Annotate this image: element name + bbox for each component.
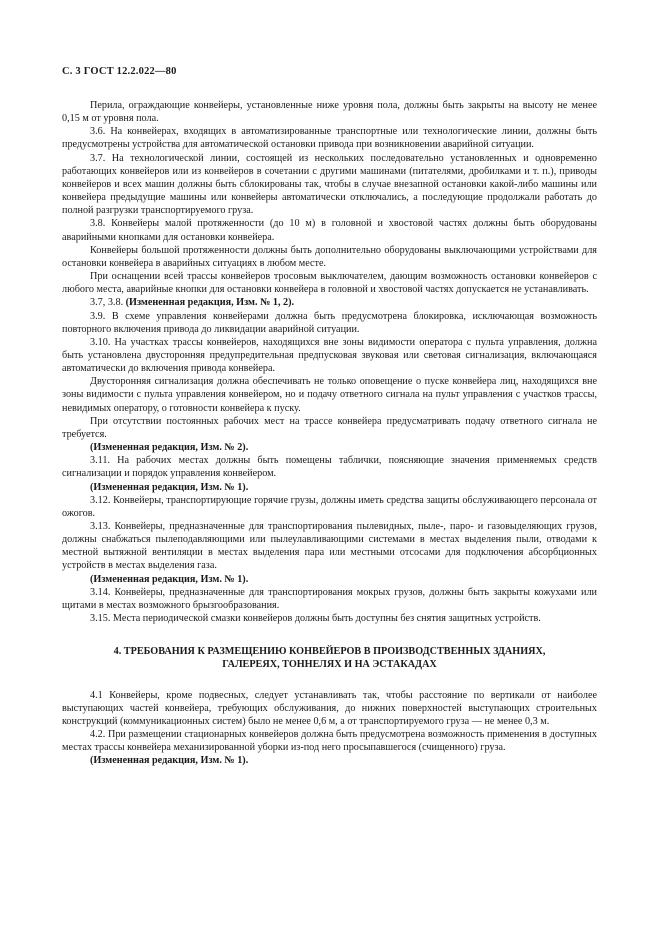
paragraph: 3.12. Конвейеры, транспортирующие горячие грузы, должны иметь средства защиты обслуживающего персонала от ожогов. (62, 494, 597, 519)
paragraph: 3.14. Конвейеры, предназначенные для транспортирования мокрых грузов, должны быть закрыты кожухами или щитами в местах возможного брызгообразования. (62, 586, 597, 611)
section-4-paragraphs (62, 689, 597, 768)
paragraph: При оснащении всей трассы конвейеров тросовым выключателем, дающим возможность остановки конвейеров с любого места, аварийные кнопки для остановки конвейера в головной и хвостовой частях допускается не устанавливать. (62, 271, 597, 296)
paragraph: 3.11. На рабочих местах должны быть помещены таблички, поясняющие значения применяемых средств сигнализации и порядок управления конвейером. (62, 455, 597, 480)
section-title-line-2: ГАЛЕРЕЯХ, ТОННЕЛЯХ И НА ЭСТАКАДАХ (222, 659, 437, 671)
page-header: С. 3 ГОСТ 12.2.022—80 (62, 66, 177, 77)
section-title-line-1: 4. ТРЕБОВАНИЯ К РАЗМЕЩЕНИЮ КОНВЕЙЕРОВ В ПРОИЗВОДСТВЕННЫХ ЗДАНИЯХ, (113, 646, 546, 658)
amendment-label: (Измененная редакция, Изм. № 1, 2). (125, 297, 295, 309)
paragraph: 4.2. При размещении стационарных конвейеров должна быть предусмотрена возможность применения в доступных местах трассы конвейера механизированной уборки из-под него просыпавшегося (счищенного) груза. (62, 729, 597, 754)
amendment-note (62, 296, 597, 309)
paragraph: 3.6. На конвейерах, входящих в автоматизированные транспортные или технологические линии, должны быть предусмотрены устройства для автоматической остановки привода при возникновении аварийной ситуации. (62, 126, 597, 151)
paragraph: 3.10. На участках трассы конвейеров, находящихся вне зоны видимости оператора с пульта управления, должна быть установлена двусторонняя предупредительная предпусковая звуковая или световая сигнализация, включающаяся автоматически до включения привода конвейера. (62, 336, 597, 375)
paragraph: 3.15. Места периодической смазки конвейеров должны быть доступны без снятия защитных устройств. (90, 613, 541, 625)
paragraph: Перила, ограждающие конвейеры, установленные ниже уровня пола, должны быть закрыты на высоту не менее 0,15 м от уровня пола. (62, 100, 597, 125)
amendment-note: (Измененная редакция, Изм. № 1). (90, 481, 249, 493)
section-4-title (62, 645, 597, 671)
amendment-note: (Измененная редакция, Изм. № 1). (90, 573, 249, 585)
paragraph: Конвейеры большой протяженности должны быть дополнительно оборудованы выключающими устройствами для остановки конвейера в аварийных ситуациях в любом месте. (62, 244, 597, 269)
amendment-prefix: 3.7, 3.8. (90, 297, 126, 309)
section-3-paragraphs (62, 99, 597, 625)
amendment-note: (Измененная редакция, Изм. № 1). (90, 755, 249, 767)
amendment-note: (Измененная редакция, Изм. № 2). (90, 442, 249, 454)
paragraph: 3.9. В схеме управления конвейерами должна быть предусмотрена блокировка, исключающая возможность повторного включения привода до ликвидации аварийной ситуации. (62, 310, 597, 335)
paragraph: 3.7. На технологической линии, состоящей из нескольких последовательно установленных и одновременно работающих конвейеров или из конвейеров в сочетании с другими машинами (питателями, дробилками и т. п.), приводы конвейеров и всех машин должны быть сблокированы так, чтобы в случае внезапной остановки какой-либо машины или конвейера предыдущие машины или конвейеры автоматически отключались, а последующие продолжали работать до полной разгрузки транспортируемого груза. (62, 152, 597, 217)
document-body (62, 99, 597, 768)
paragraph: 4.1 Конвейеры, кроме подвесных, следует устанавливать так, чтобы расстояние по вертикали от наиболее выступающих частей конвейера, требующих обслуживания, до нижних поверхностей выступающих строительных конструкций (коммуникационных систем) было не менее 0,6 м, а от транспортируемого груза — не менее 0,3 м. (62, 689, 597, 727)
paragraph: 3.13. Конвейеры, предназначенные для транспортирования пылевидных, пыле-, паро- и газовыделяющих грузов, должны снабжаться пылеподавляющими или пылеулавливающими системами в местах выделения пыли, отводами к местной вытяжной вентиляции в местах выделения пара или местными отсосами для подключения абсорбционных устройств в местах выделения газа. (62, 521, 597, 572)
paragraph: Двусторонняя сигнализация должна обеспечивать не только оповещение о пуске конвейера лиц, находящихся вне зоны видимости с пульта управления конвейером, но и подачу ответного сигнала на пульт управления с участков трассы, невидимых оператору, о готовности конвейера к пуску. (62, 376, 597, 414)
paragraph: При отсутствии постоянных рабочих мест на трассе конвейера предусматривать подачу ответного сигнала не требуется. (62, 415, 597, 440)
paragraph: 3.8. Конвейеры малой протяженности (до 10 м) в головной и хвостовой частях должны быть оборудованы аварийными кнопками для остановки конвейера. (62, 218, 597, 243)
